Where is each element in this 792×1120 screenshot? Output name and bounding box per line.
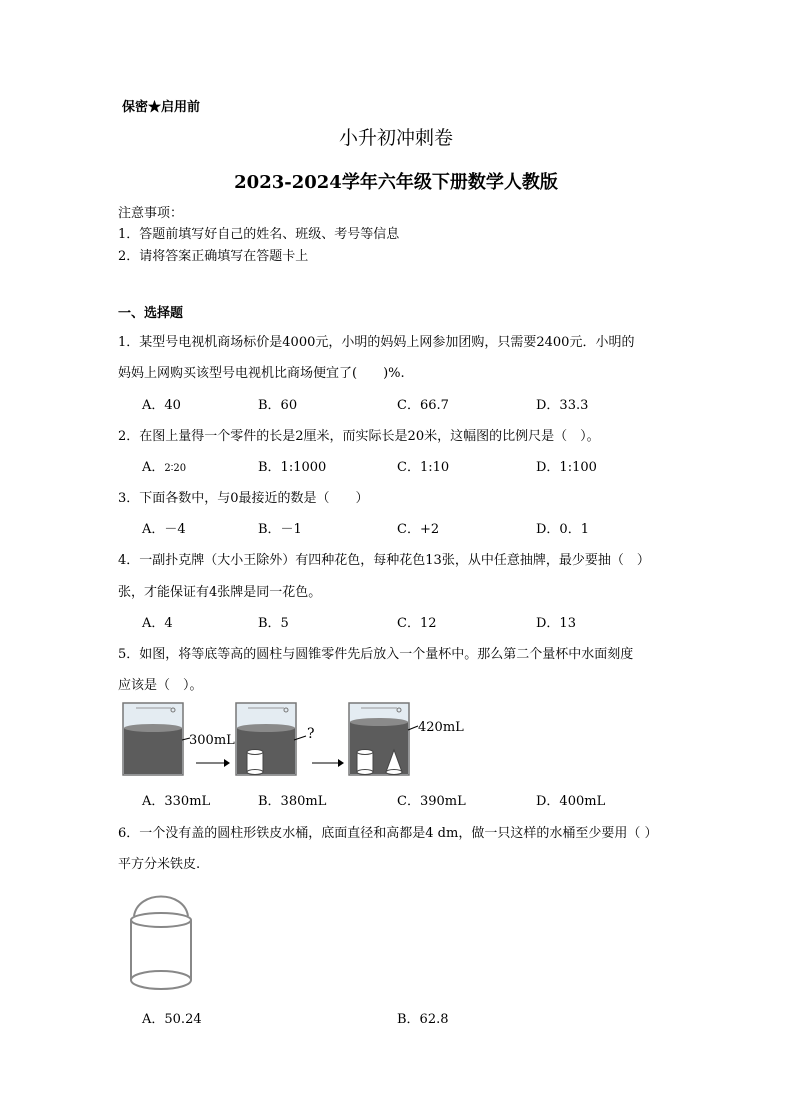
- option-a[interactable]: A．4: [142, 616, 173, 631]
- note-item: 2．请将答案正确填写在答题卡上: [118, 249, 309, 264]
- option-b[interactable]: B．62.8: [397, 1012, 449, 1027]
- option-b[interactable]: B．－1: [258, 522, 302, 537]
- option-d[interactable]: D．400mL: [536, 794, 606, 809]
- option-c[interactable]: C．66.7: [397, 398, 449, 413]
- bucket-bottom: [131, 971, 191, 989]
- option-c[interactable]: C．+2: [397, 522, 440, 537]
- question-text: 平方分米铁皮.: [118, 857, 201, 872]
- question-text: 3．下面各数中，与0最接近的数是（ ）: [118, 491, 369, 506]
- option-b[interactable]: B．5: [258, 616, 289, 631]
- level-label-1: 300mL: [189, 733, 235, 748]
- option-a-label: A．: [142, 460, 165, 475]
- beaker-2: [236, 703, 296, 775]
- notes-heading: 注意事项：: [118, 206, 184, 221]
- option-a[interactable]: [142, 456, 186, 475]
- arrow-1-head: [224, 759, 230, 767]
- paper-title: 小升初冲刺卷: [338, 127, 453, 149]
- level-label-3: 420mL: [418, 720, 464, 735]
- option-c[interactable]: C．1:10: [397, 460, 450, 475]
- question-text: 妈妈上网购买该型号电视机比商场便宜了( )%.: [118, 366, 405, 381]
- bucket-top-rim: [131, 913, 191, 927]
- question-text: 1．某型号电视机商场标价是4000元，小明的妈妈上网参加团购，只需要2400元．小明的: [118, 335, 635, 350]
- option-a[interactable]: A．－4: [142, 522, 186, 537]
- option-d[interactable]: D．0．1: [536, 522, 589, 537]
- bucket-figure: [122, 888, 202, 1000]
- option-d[interactable]: D．33.3: [536, 398, 589, 413]
- question-text: 张，才能保证有4张牌是同一花色。: [118, 585, 322, 600]
- option-a[interactable]: A．330mL: [142, 794, 211, 809]
- level-label-2: ?: [307, 726, 315, 742]
- option-b[interactable]: B．1:1000: [258, 460, 327, 475]
- option-a-ratio: 2∶20: [164, 463, 187, 474]
- option-a[interactable]: A．40: [142, 398, 181, 413]
- option-c[interactable]: C．12: [397, 616, 437, 631]
- option-b[interactable]: B．380mL: [258, 794, 327, 809]
- option-b[interactable]: B．60: [258, 398, 298, 413]
- measuring-cup-figure: [118, 698, 478, 780]
- question-text: 4．一副扑克牌（大小王除外）有四种花色，每种花色13张，从中任意抽牌，最少要抽（ ）: [118, 553, 650, 568]
- question-text: 5．如图，将等底等高的圆柱与圆锥零件先后放入一个量杯中。那么第二个量杯中水面刻度: [118, 647, 634, 662]
- note-item: 1．答题前填写好自己的姓名、班级、考号等信息: [118, 227, 400, 242]
- section-title: 一、选择题: [118, 306, 184, 321]
- option-d[interactable]: D．13: [536, 616, 576, 631]
- question-text: 应该是（ ）。: [118, 678, 203, 693]
- arrow-2-head: [338, 759, 344, 767]
- question-text: 2．在图上量得一个零件的长是2厘米，而实际长是20米，这幅图的比例尺是（ ）。: [118, 429, 600, 444]
- option-c[interactable]: C．390mL: [397, 794, 466, 809]
- paper-subtitle: 2023-2024学年六年级下册数学人教版: [234, 172, 558, 193]
- beaker-1: [123, 703, 183, 775]
- question-text: 6．一个没有盖的圆柱形铁皮水桶，底面直径和高都是4 dm，做一只这样的水桶至少要用（ ）: [118, 826, 658, 841]
- beaker-3: [349, 703, 409, 775]
- option-a[interactable]: A．50.24: [142, 1012, 202, 1027]
- option-d[interactable]: D．1:100: [536, 460, 597, 475]
- confidential-label: 保密★启用前: [122, 100, 201, 115]
